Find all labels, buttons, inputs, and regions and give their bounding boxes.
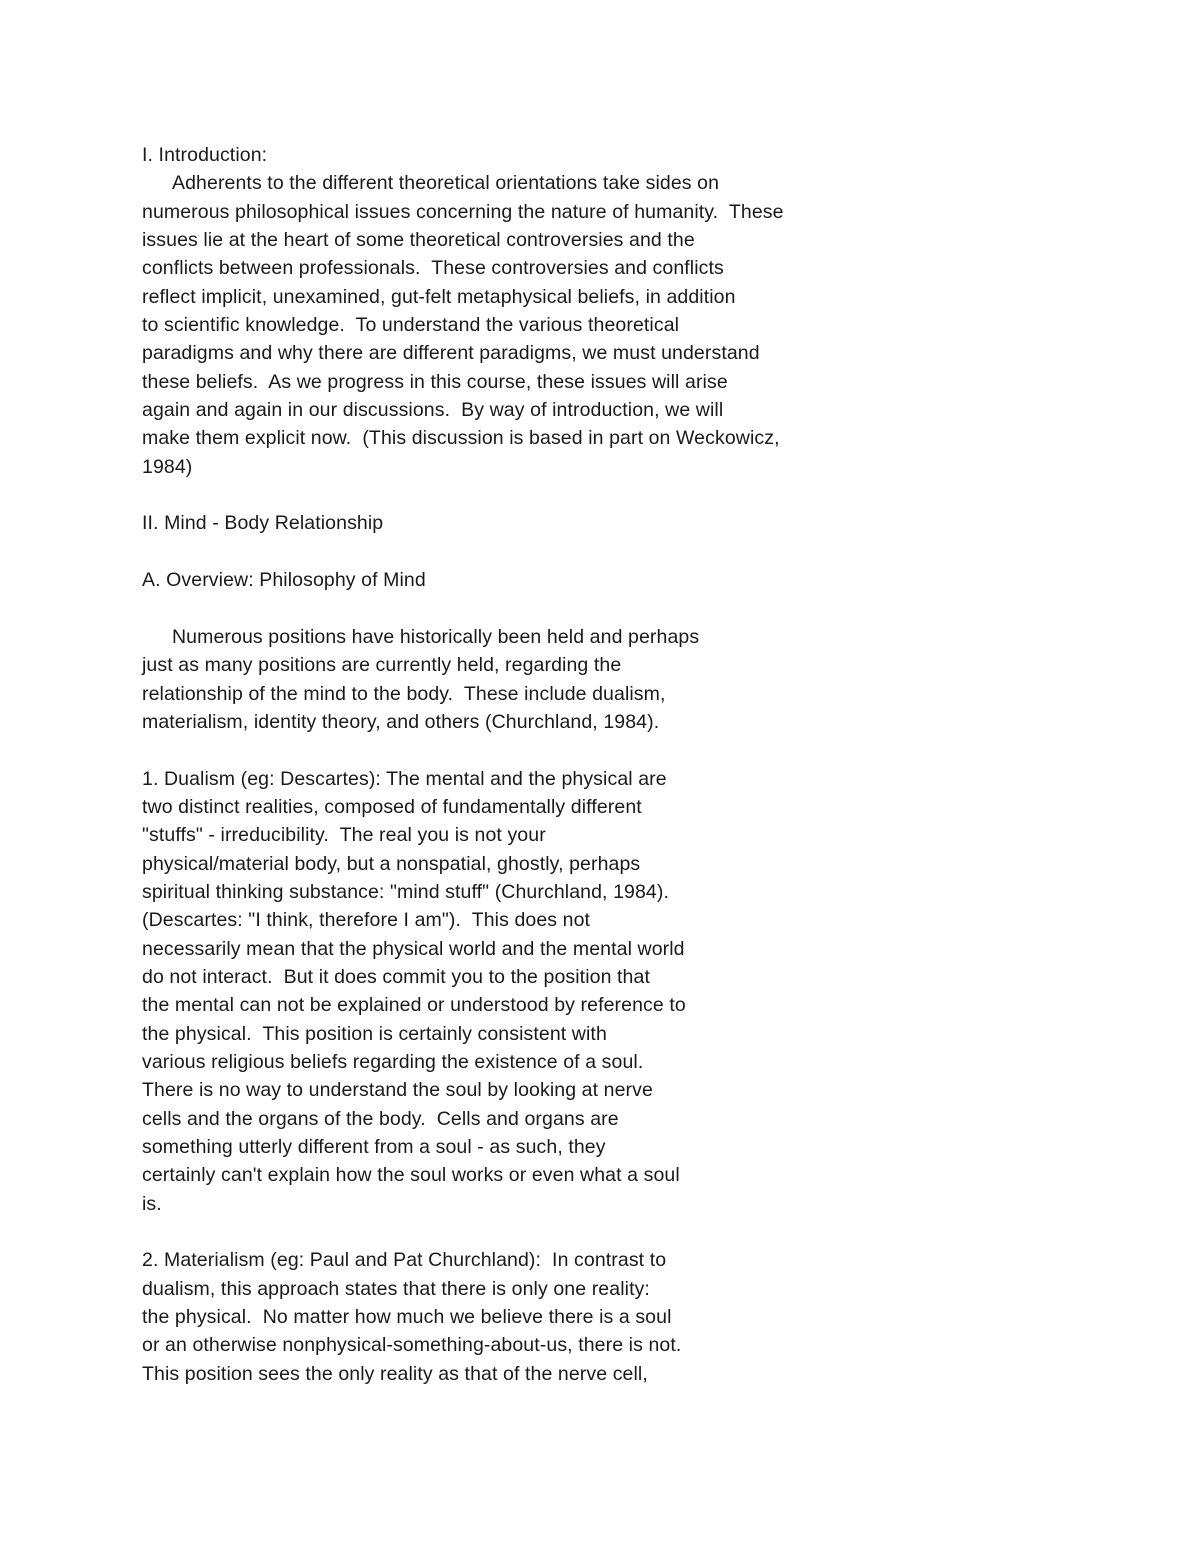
- dualism-line: cells and the organs of the body. Cells and organs are: [142, 1107, 619, 1130]
- intro-line: make them explicit now. (This discussion is based in part on Weckowicz,: [142, 427, 780, 450]
- materialism-line: This position sees the only reality as that of the nerve cell,: [142, 1362, 648, 1385]
- spacer: [142, 736, 902, 764]
- materialism-paragraph: [142, 1246, 902, 1388]
- dualism-line: There is no way to understand the soul by looking at nerve: [142, 1079, 653, 1102]
- dualism-line: "stuffs" - irreducibility. The real you is not your: [142, 824, 546, 847]
- materialism-line: or an otherwise nonphysical-something-about-us, there is not.: [142, 1334, 682, 1357]
- intro-line: numerous philosophical issues concerning the nature of humanity. These: [142, 200, 784, 223]
- overview-line: just as many positions are currently held, regarding the: [142, 654, 622, 677]
- dualism-line: 1. Dualism (eg: Descartes): The mental and the physical are: [142, 767, 667, 790]
- dualism-line: something utterly different from a soul - as such, they: [142, 1136, 606, 1159]
- intro-paragraph: [142, 169, 902, 481]
- dualism-line: spiritual thinking substance: "mind stuff" (Churchland, 1984).: [142, 880, 669, 903]
- dualism-line: certainly can't explain how the soul works or even what a soul: [142, 1164, 680, 1187]
- subsection-heading-overview: A. Overview: Philosophy of Mind: [142, 569, 426, 592]
- overview-line: relationship of the mind to the body. These include dualism,: [142, 682, 666, 705]
- dualism-line: (Descartes: "I think, therefore I am"). This does not: [142, 909, 591, 932]
- dualism-line: the physical. This position is certainly consistent with: [142, 1022, 607, 1045]
- materialism-line: 2. Materialism (eg: Paul and Pat Churchland): In contrast to: [142, 1249, 667, 1272]
- dualism-line: two distinct realities, composed of fundamentally different: [142, 795, 642, 818]
- document-body: [142, 141, 902, 1388]
- spacer: [142, 538, 902, 566]
- spacer: [142, 1218, 902, 1246]
- intro-line: 1984): [142, 455, 193, 478]
- overview-line: Numerous positions have historically been held and perhaps: [172, 625, 700, 648]
- overview-paragraph: [142, 623, 902, 736]
- dualism-line: necessarily mean that the physical world and the mental world: [142, 937, 685, 960]
- intro-line: Adherents to the different theoretical orientations take sides on: [172, 172, 720, 195]
- dualism-line: various religious beliefs regarding the existence of a soul.: [142, 1051, 644, 1073]
- intro-line: to scientific knowledge. To understand the various theoretical: [142, 314, 680, 337]
- dualism-line: is.: [142, 1192, 162, 1215]
- intro-line: these beliefs. As we progress in this course, these issues will arise: [142, 370, 728, 393]
- dualism-line: the mental can not be explained or understood by reference to: [142, 994, 686, 1017]
- materialism-line: the physical. No matter how much we believe there is a soul: [142, 1306, 672, 1329]
- spacer: [142, 595, 902, 623]
- intro-line: paradigms and why there are different paradigms, we must understand: [142, 342, 760, 365]
- intro-line: reflect implicit, unexamined, gut-felt metaphysical beliefs, in addition: [142, 285, 736, 308]
- dualism-line: physical/material body, but a nonspatial, ghostly, perhaps: [142, 852, 641, 875]
- intro-line: conflicts between professionals. These controversies and conflicts: [142, 257, 724, 280]
- intro-heading: I. Introduction:: [142, 144, 268, 166]
- dualism-line: do not interact. But it does commit you to the position that: [142, 965, 650, 988]
- spacer: [142, 481, 902, 509]
- section-heading-mind-body: II. Mind - Body Relationship: [142, 512, 384, 535]
- intro-line: issues lie at the heart of some theoretical controversies and the: [142, 229, 695, 252]
- materialism-line: dualism, this approach states that there is only one reality:: [142, 1277, 650, 1300]
- dualism-paragraph: [142, 765, 902, 1219]
- overview-line: materialism, identity theory, and others (Churchland, 1984).: [142, 710, 660, 733]
- intro-line: again and again in our discussions. By way of introduction, we will: [142, 399, 724, 422]
